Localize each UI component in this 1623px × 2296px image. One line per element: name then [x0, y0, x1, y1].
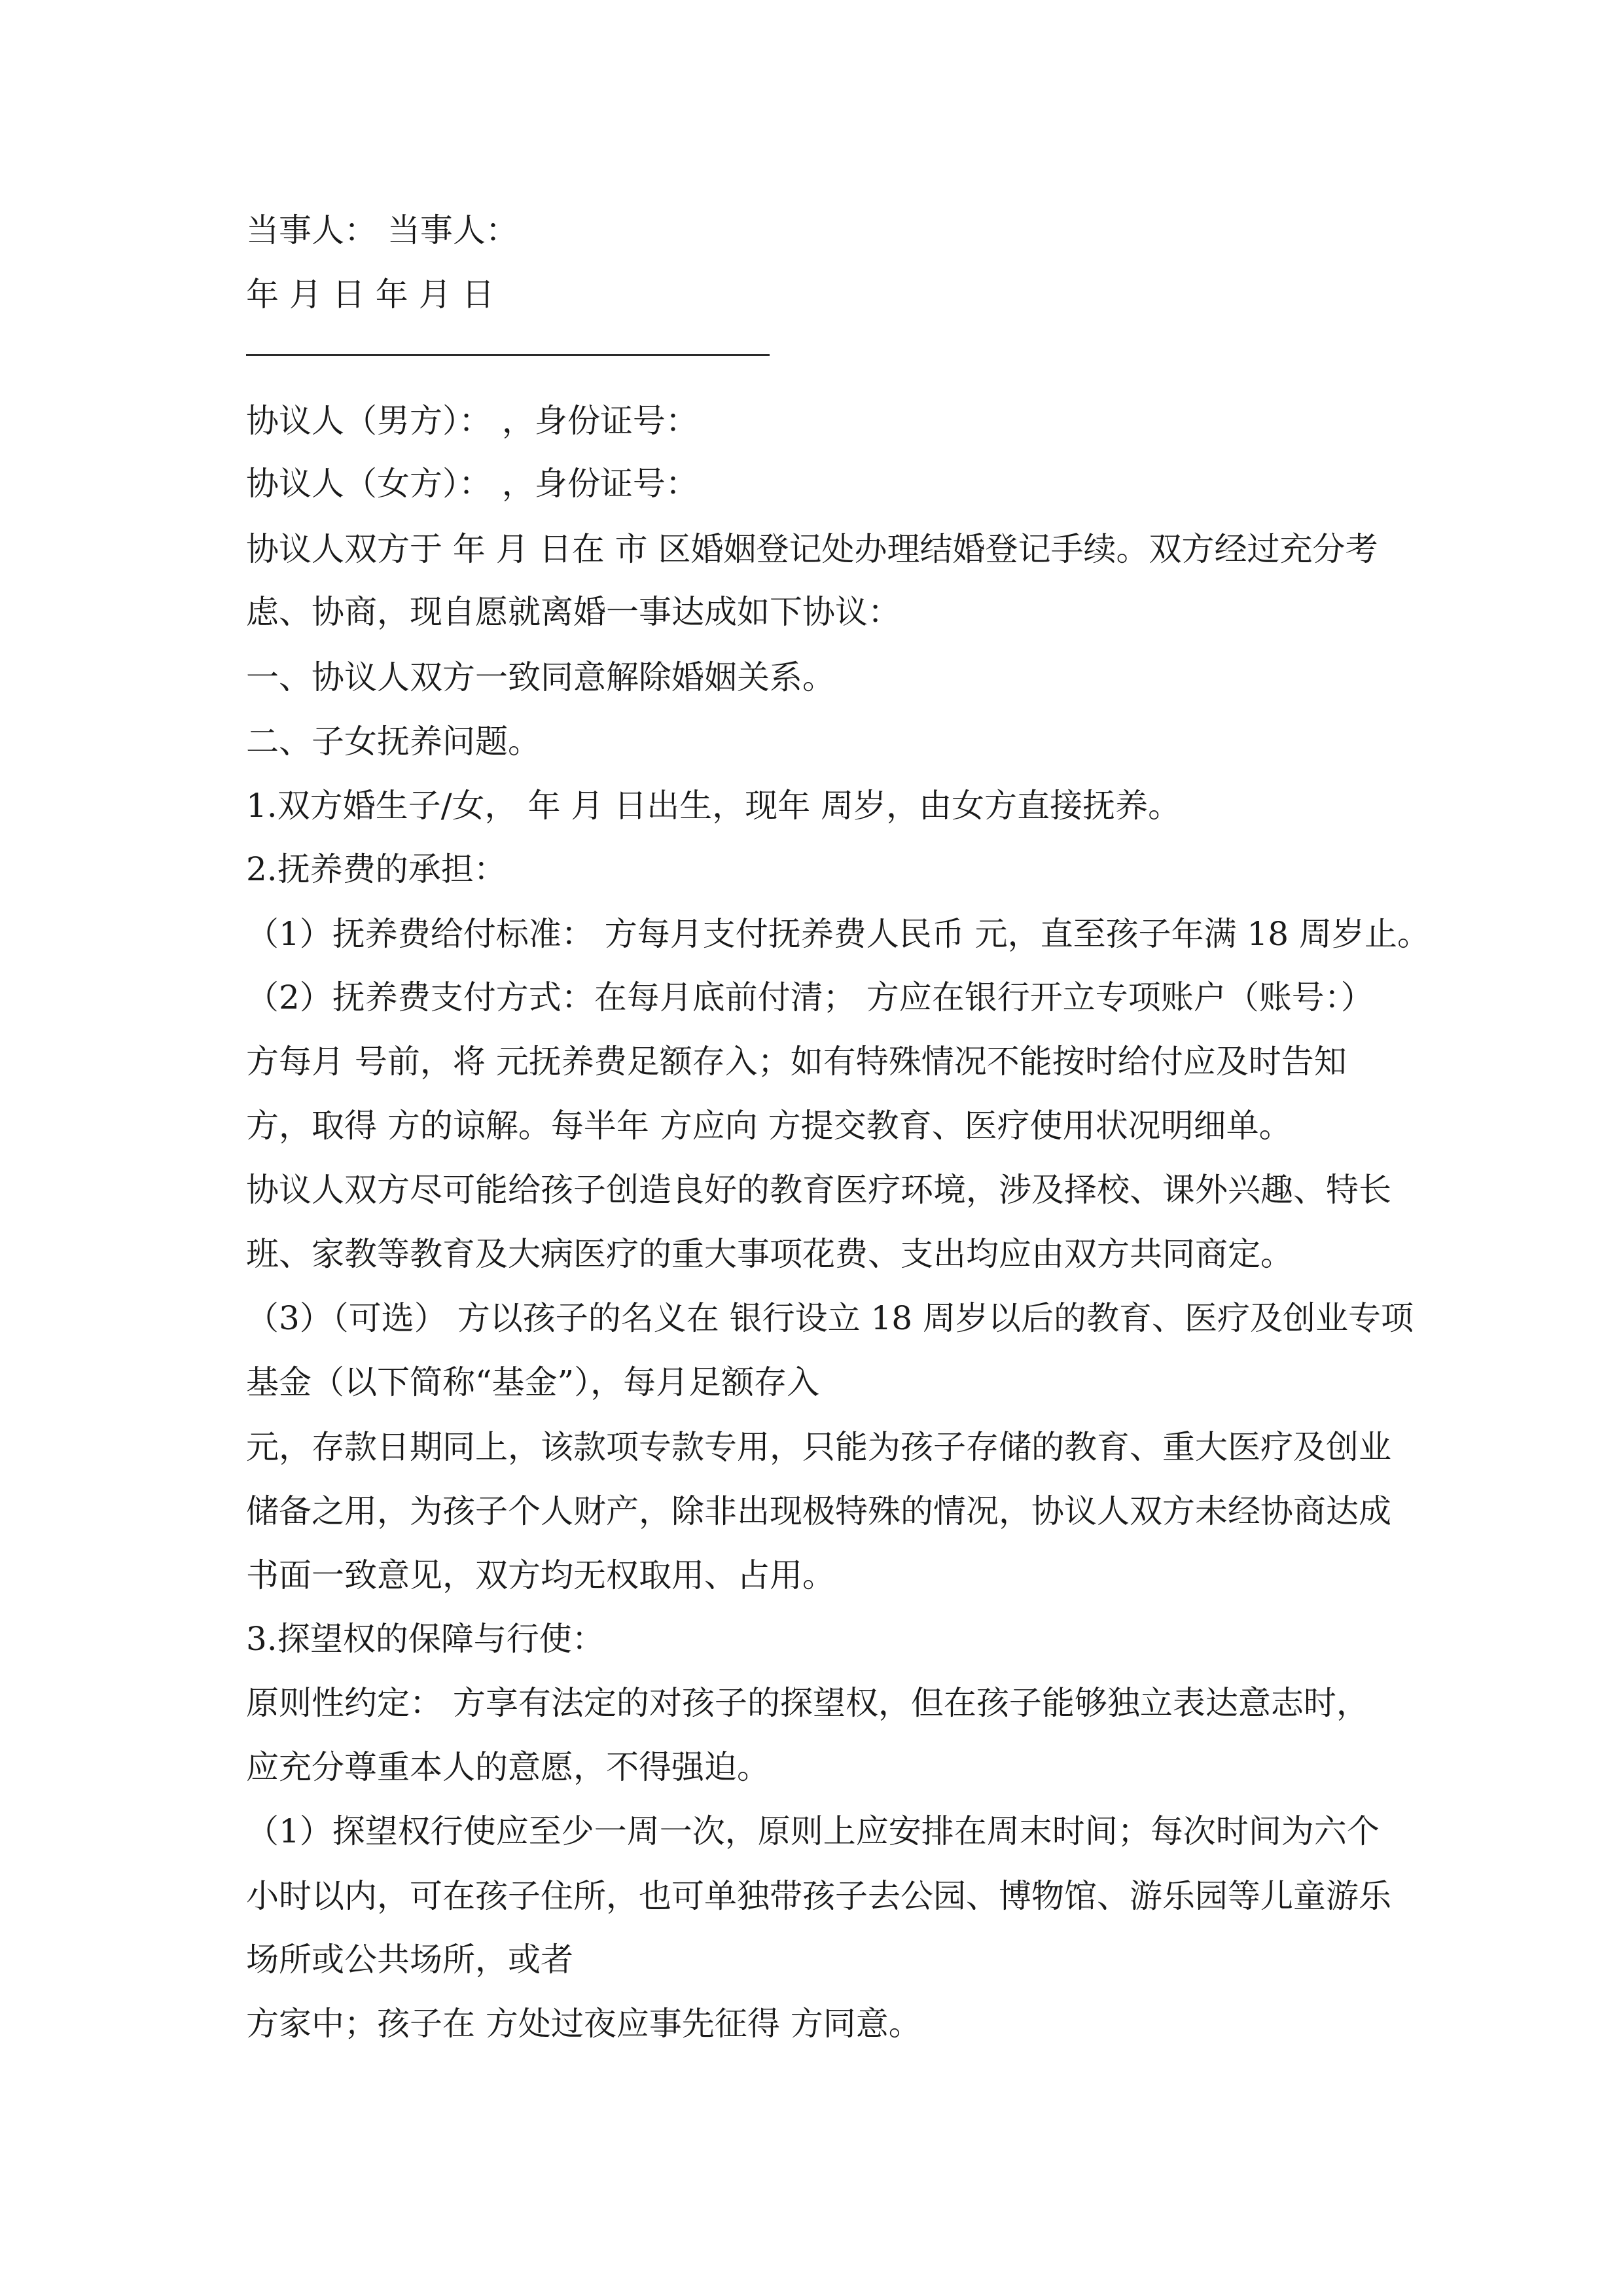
text-line: 方每月 号前，将 元抚养费足额存入；如有特殊情况不能按时给付应及时告知: [246, 1043, 1347, 1081]
text-line: 3.探望权的保障与行使：: [246, 1620, 605, 1658]
text-line: （3）（可选） 方以孩子的名义在 银行设立 18 周岁以后的教育、医疗及创业专项: [246, 1299, 1414, 1337]
text-line: 协议人（男方）： ，身份证号：: [246, 402, 698, 440]
text-line: 协议人（女方）： ，身份证号：: [246, 465, 698, 503]
text-line: 应充分尊重本人的意愿，不得强迫。: [246, 1748, 770, 1786]
text-line: 1.双方婚生子/女， 年 月 日出生，现年 周岁，由女方直接抚养。: [246, 787, 1181, 825]
separator-rule: [246, 354, 770, 356]
text-line: 方家中；孩子在 方处过夜应事先征得 方同意。: [246, 2005, 921, 2043]
text-line: 方，取得 方的谅解。每半年 方应向 方提交教育、医疗使用状况明细单。: [246, 1107, 1292, 1145]
text-line: 原则性约定： 方享有法定的对孩子的探望权，但在孩子能够独立表达意志时，: [246, 1684, 1369, 1722]
text-line: 班、家教等教育及大病医疗的重大事项花费、支出均应由双方共同商定。: [246, 1235, 1293, 1273]
text-line: 基金（以下简称“基金”），每月足额存入: [246, 1363, 820, 1401]
text-line: 场所或公共场所，或者: [246, 1941, 573, 1979]
text-line: 二、子女抚养问题。: [246, 723, 541, 761]
text-line: 元，存款日期同上，该款项专款专用，只能为孩子存储的教育、重大医疗及创业: [246, 1428, 1391, 1466]
text-line: （1）探望权行使应至少一周一次，原则上应安排在周末时间；每次时间为六个: [246, 1812, 1380, 1850]
date-line: 年 月 日 年 月 日: [246, 276, 495, 314]
signature-line: 当事人： 当事人：: [246, 211, 518, 249]
text-line: （2）抚养费支付方式：在每月底前付清； 方应在银行开立专项账户（账号：）: [246, 978, 1374, 1016]
text-line: （1）抚养费给付标准： 方每月支付抚养费人民币 元，直至孩子年满 18 周岁止。: [246, 915, 1431, 953]
text-line: 虑、协商，现自愿就离婚一事达成如下协议：: [246, 593, 901, 631]
text-line: 2.抚养费的承担：: [246, 850, 507, 888]
text-line: 储备之用，为孩子个人财产，除非出现极特殊的情况，协议人双方未经协商达成: [246, 1492, 1391, 1530]
text-line: 协议人双方于 年 月 日在 市 区婚姻登记处办理结婚登记手续。双方经过充分考: [246, 530, 1378, 568]
text-line: 书面一致意见，双方均无权取用、占用。: [246, 1556, 835, 1594]
text-line: 小时以内，可在孩子住所，也可单独带孩子去公园、博物馆、游乐园等儿童游乐: [246, 1877, 1391, 1915]
text-line: 一、协议人双方一致同意解除婚姻关系。: [246, 658, 835, 696]
text-line: 协议人双方尽可能给孩子创造良好的教育医疗环境，涉及择校、课外兴趣、特长: [246, 1171, 1391, 1209]
